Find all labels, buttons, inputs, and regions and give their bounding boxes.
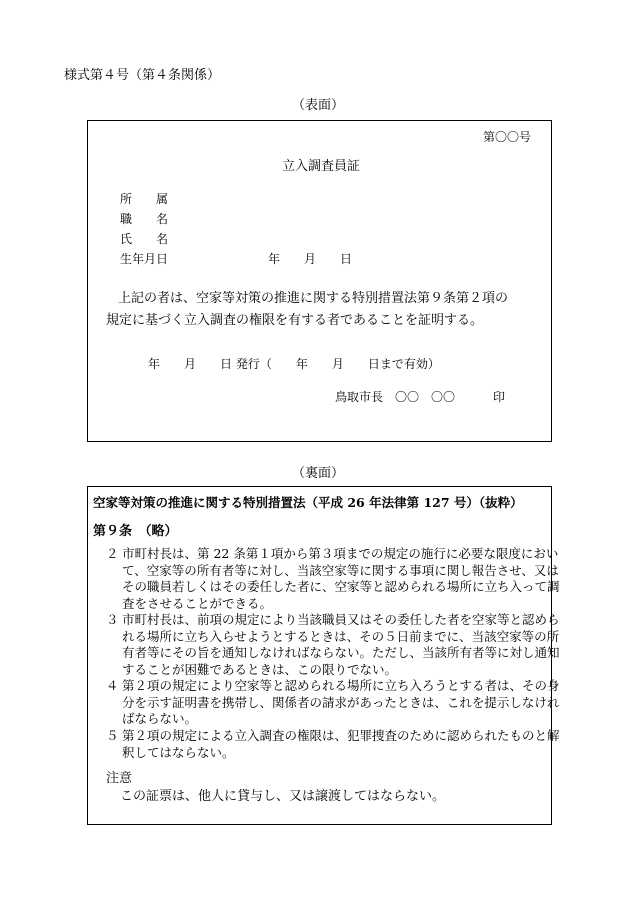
field-birthdate-value: 年 月 日 [268,252,353,266]
law-title: 空家等対策の推進に関する特別措置法（平成 26 年法律第 127 号）（抜粋） [93,495,523,510]
note-text: この証票は、他人に貸与し、又は譲渡してはならない。 [120,789,446,804]
clause-5-number: ５ [106,728,119,743]
clause-2 [106,546,562,612]
field-affiliation-label: 所 属 [120,192,169,206]
clause-5-text: 第２項の規定による立入調査の権限は、犯罪捜査のために認められたものと解釈してはならない。 [122,728,560,760]
clause-4-number: ４ [106,678,119,693]
clause-2-number: ２ [106,546,119,561]
statement-line-1: 上記の者は、空家等対策の推進に関する特別措置法第９条第２項の [118,291,509,306]
issue-date-line: 年 月 日 発行（ 年 月 日まで有効） [148,357,440,371]
clause-5 [106,728,562,761]
seal-mark: 印 [493,390,506,404]
clause-2-text: 市町村長は、第 22 条第１項から第３項までの規定の施行に必要な限度において、空家等の所有者等に対し、当該空家等に関する事項に関し報告させ、又はその職員若しくはその委任した者に、空家等と認められる場所に立ち入って調査をさせることができる。 [122,546,560,611]
certificate-title: 立入調査員証 [282,159,361,174]
certificate-number: 第〇〇号 [483,130,532,144]
field-name-label: 氏 名 [120,232,169,246]
statement-line-2: 規定に基づく立入調査の権限を有する者であることを証明する。 [106,313,484,328]
clause-3 [106,612,562,678]
issuer-name: 鳥取市長 〇〇 〇〇 [335,390,456,404]
note-label: 注意 [106,771,133,786]
form-label: 様式第４号（第４条関係） [64,68,221,83]
clause-4-text: 第２項の規定により空家等と認められる場所に立ち入ろうとする者は、その身分を示す証明書を携帯し、関係者の請求があったときは、これを提示しなければならない。 [122,678,560,726]
front-card [87,120,552,442]
article-heading: 第９条 （略） [93,524,178,539]
field-birthdate-label: 生年月日 [120,252,169,266]
field-position-label: 職 名 [120,212,169,226]
clause-3-number: ３ [106,612,119,627]
front-heading: （表面） [292,98,345,113]
clause-3-text: 市町村長は、前項の規定により当該職員又はその委任した者を空家等と認められる場所に立ち入らせようとするときは、その５日前までに、当該空家等の所有者等にその旨を通知しなければならない。ただし、当該所有者等に対し通知することが困難であるときは、この限りでない。 [122,612,560,677]
clause-4 [106,678,562,728]
back-heading: （裏面） [292,466,345,481]
